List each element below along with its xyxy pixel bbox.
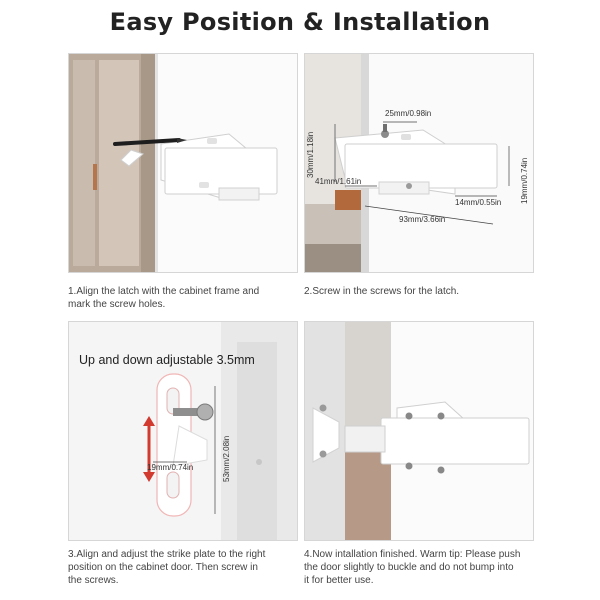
caption-line: the screws. xyxy=(68,575,119,586)
dim-plate-height-label: 53mm/2.08in xyxy=(222,435,231,482)
step-4-caption xyxy=(304,548,536,587)
step-2-caption xyxy=(304,285,536,298)
caption-line: 1.Align the latch with the cabinet frame and xyxy=(68,286,260,297)
dim-plate-width-label: 19mm/0.74in xyxy=(147,463,194,472)
caption-line: the door slightly to buckle and do not bump into xyxy=(304,562,514,573)
caption-line: mark the screw holes. xyxy=(68,299,166,310)
caption-line: 4.Now intallation finished. Warm tip: Please push xyxy=(304,549,521,560)
dim-height-label: 30mm/1.18in xyxy=(306,131,315,178)
step-3-caption xyxy=(68,548,300,587)
dim-tip-label: 14mm/0.55in xyxy=(455,198,502,207)
dim-depth-label: 41mm/1.61in xyxy=(315,177,362,186)
step-2-photo xyxy=(304,53,534,273)
step-4-photo xyxy=(304,321,534,541)
dim-right-label: 19mm/0.74in xyxy=(520,157,529,204)
caption-line: 2.Screw in the screws for the latch. xyxy=(304,286,460,297)
caption-line: it for better use. xyxy=(304,575,374,586)
page-title: Easy Position & Installation xyxy=(109,8,491,36)
step-1-photo xyxy=(68,53,298,273)
caption-line: 3.Align and adjust the strike plate to the right xyxy=(68,549,266,560)
dim-length-label: 93mm/3.66in xyxy=(399,215,446,224)
dim-width-label: 25mm/0.98in xyxy=(385,109,432,118)
adjust-label: Up and down adjustable 3.5mm xyxy=(79,353,255,367)
step-3-photo xyxy=(68,321,298,541)
step-1-caption xyxy=(68,285,300,311)
caption-line: position on the cabinet door. Then screw in xyxy=(68,562,258,573)
